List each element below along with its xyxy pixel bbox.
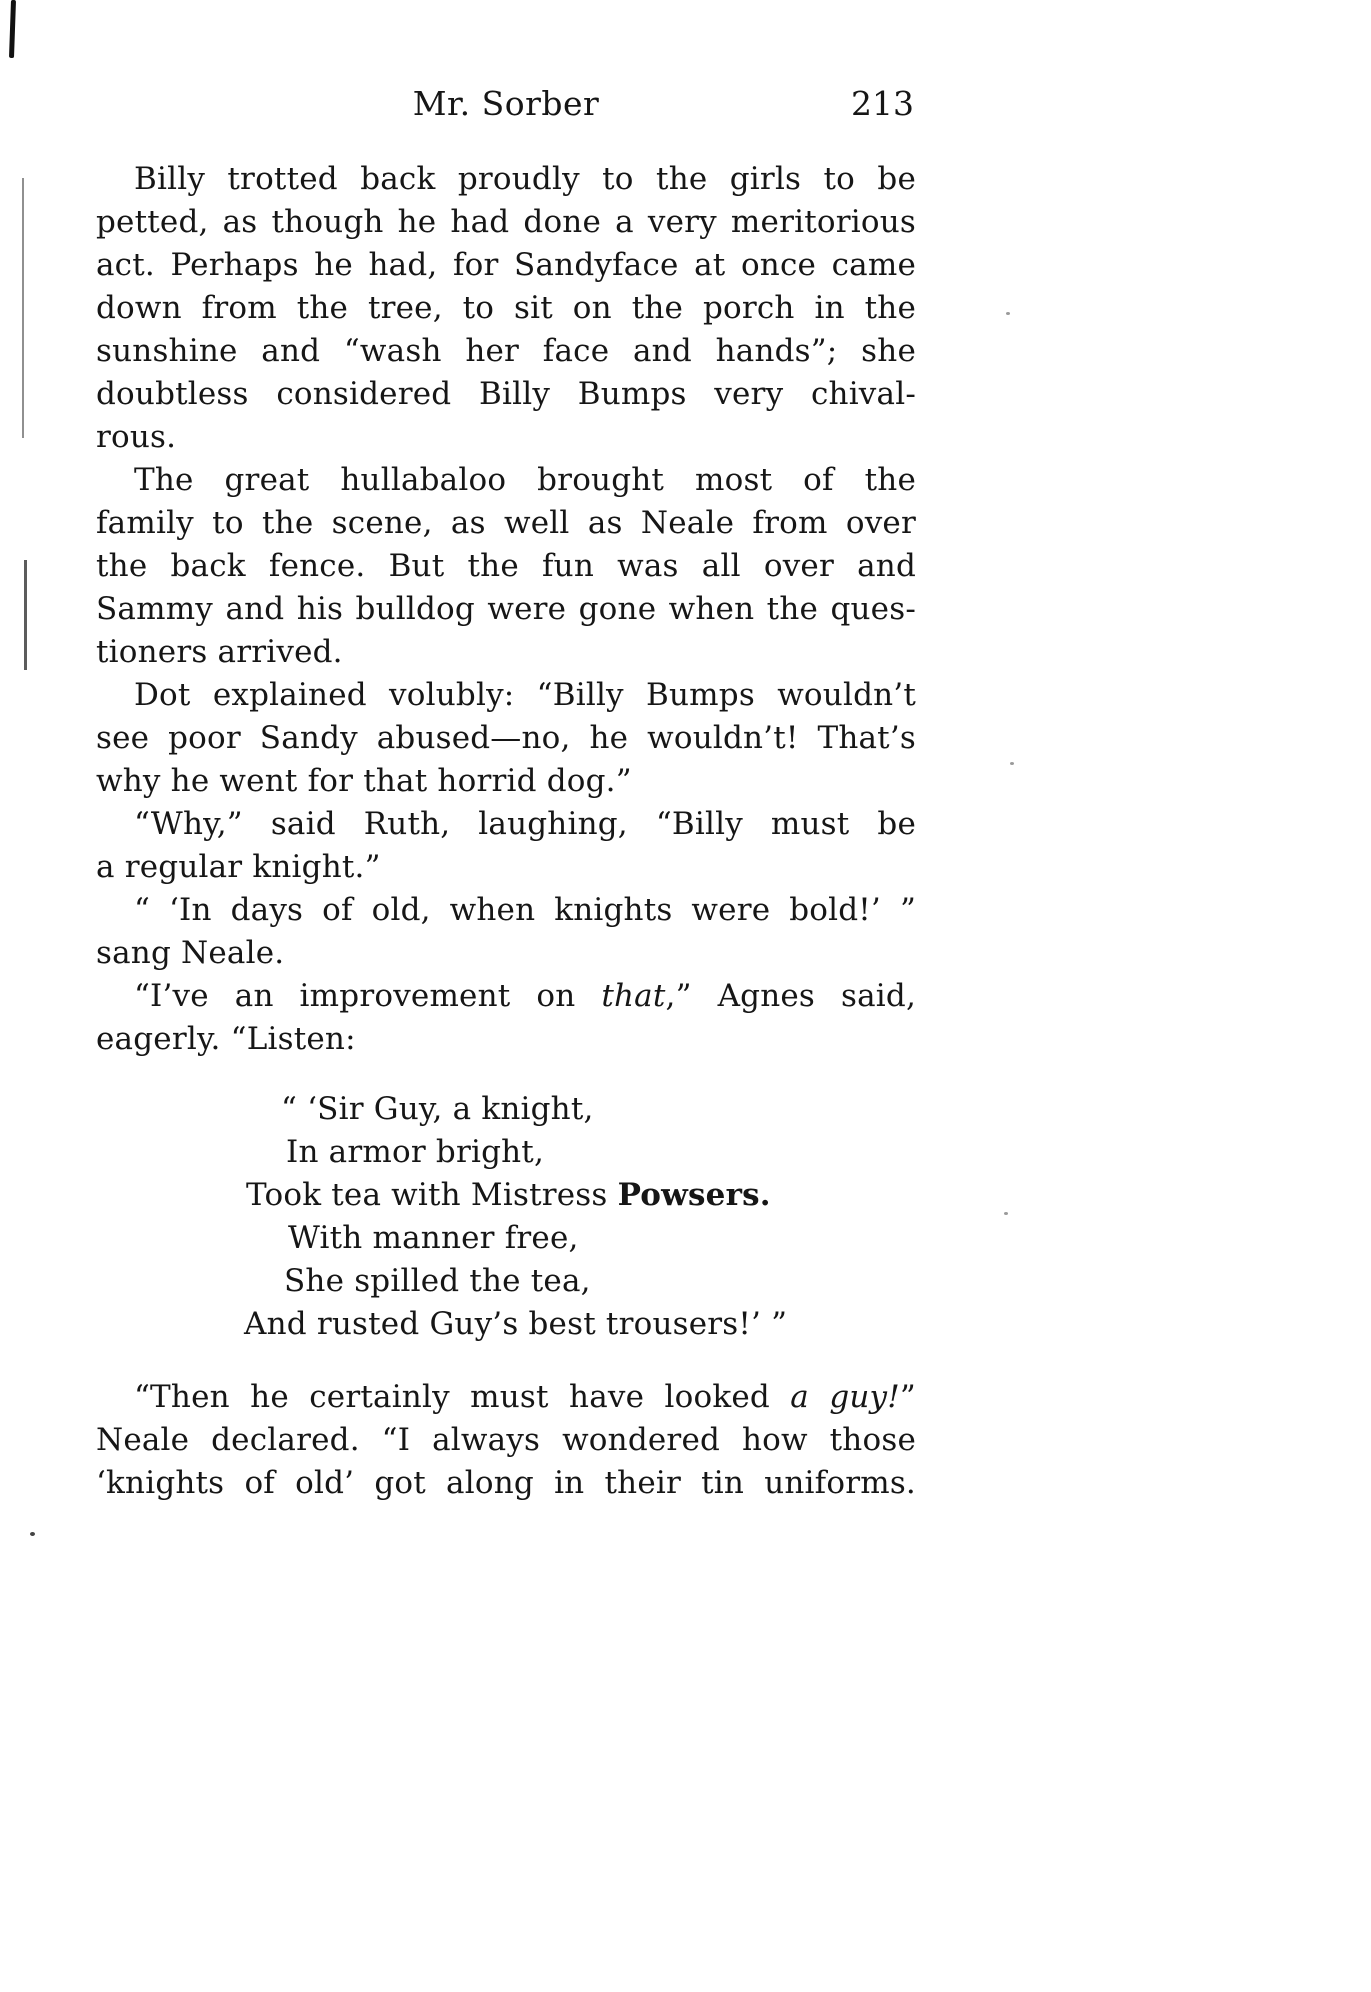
text-line: family to the scene, as well as Neale from over	[96, 505, 916, 541]
verse-line: With manner free,	[288, 1220, 579, 1256]
paragraph	[96, 803, 916, 889]
scan-artifact-left-line2	[24, 560, 27, 670]
paragraph	[96, 674, 916, 803]
paragraph	[96, 158, 916, 459]
text-line: Billy trotted back proudly to the girls to be	[134, 161, 916, 197]
verse-line: Took tea with Mistress Powsers.	[246, 1177, 771, 1213]
text-line: tioners arrived.	[96, 634, 343, 670]
text-line: “ ‘In days of old, when knights were bold!’ ”	[134, 892, 916, 928]
text-line: eagerly. “Listen:	[96, 1021, 356, 1057]
text-line: ‘knights of old’ got along in their tin uniforms.	[96, 1465, 916, 1501]
page-body	[96, 158, 916, 1505]
scan-artifact-top-bar	[9, 0, 16, 58]
text-line: “Why,” said Ruth, laughing, “Billy must be	[134, 806, 916, 842]
scan-artifact-left-line	[22, 178, 24, 438]
text-line: Neale declared. “I always wondered how those	[96, 1422, 916, 1458]
scan-artifact-speck	[1004, 1212, 1008, 1215]
scan-artifact-speck	[1010, 762, 1014, 765]
running-title: Mr. Sorber	[412, 84, 600, 123]
text-line: “I’ve an improvement on that,” Agnes said,	[134, 978, 916, 1014]
text-line: Sammy and his bulldog were gone when the ques-	[96, 591, 916, 627]
verse-line: She spilled the tea,	[284, 1263, 591, 1299]
paragraph	[96, 975, 916, 1061]
verse-line: In armor bright,	[286, 1134, 544, 1170]
paragraph	[96, 459, 916, 674]
verse-line: “ ‘Sir Guy, a knight,	[281, 1091, 594, 1127]
text-line: why he went for that horrid dog.”	[96, 763, 632, 799]
scan-artifact-speck	[1006, 312, 1010, 315]
paragraph	[96, 889, 916, 975]
text-line: Dot explained volubly: “Billy Bumps wouldn’t	[134, 677, 916, 713]
text-line: sunshine and “wash her face and hands”; she	[96, 333, 916, 369]
page-number: 213	[851, 84, 914, 123]
text-line: The great hullabaloo brought most of the	[134, 462, 916, 498]
page-header	[96, 82, 916, 128]
text-line: “Then he certainly must have looked a guy!”	[134, 1379, 916, 1415]
text-line: act. Perhaps he had, for Sandyface at once came	[96, 247, 916, 283]
text-line: sang Neale.	[96, 935, 285, 971]
text-column	[96, 82, 916, 1505]
text-line: down from the tree, to sit on the porch in the	[96, 290, 916, 326]
text-line: rous.	[96, 419, 177, 455]
scan-artifact-dot	[30, 1532, 35, 1536]
text-line: petted, as though he had done a very meritorious	[96, 204, 916, 240]
text-line: a regular knight.”	[96, 849, 381, 885]
text-line: the back fence. But the fun was all over and	[96, 548, 916, 584]
paragraph	[96, 1376, 916, 1505]
verse-block	[96, 1088, 916, 1346]
verse-line: And rusted Guy’s best trousers!’ ”	[244, 1306, 788, 1342]
text-line: see poor Sandy abused—no, he wouldn’t! That’s	[96, 720, 916, 756]
text-line: doubtless considered Billy Bumps very chival-	[96, 376, 916, 412]
